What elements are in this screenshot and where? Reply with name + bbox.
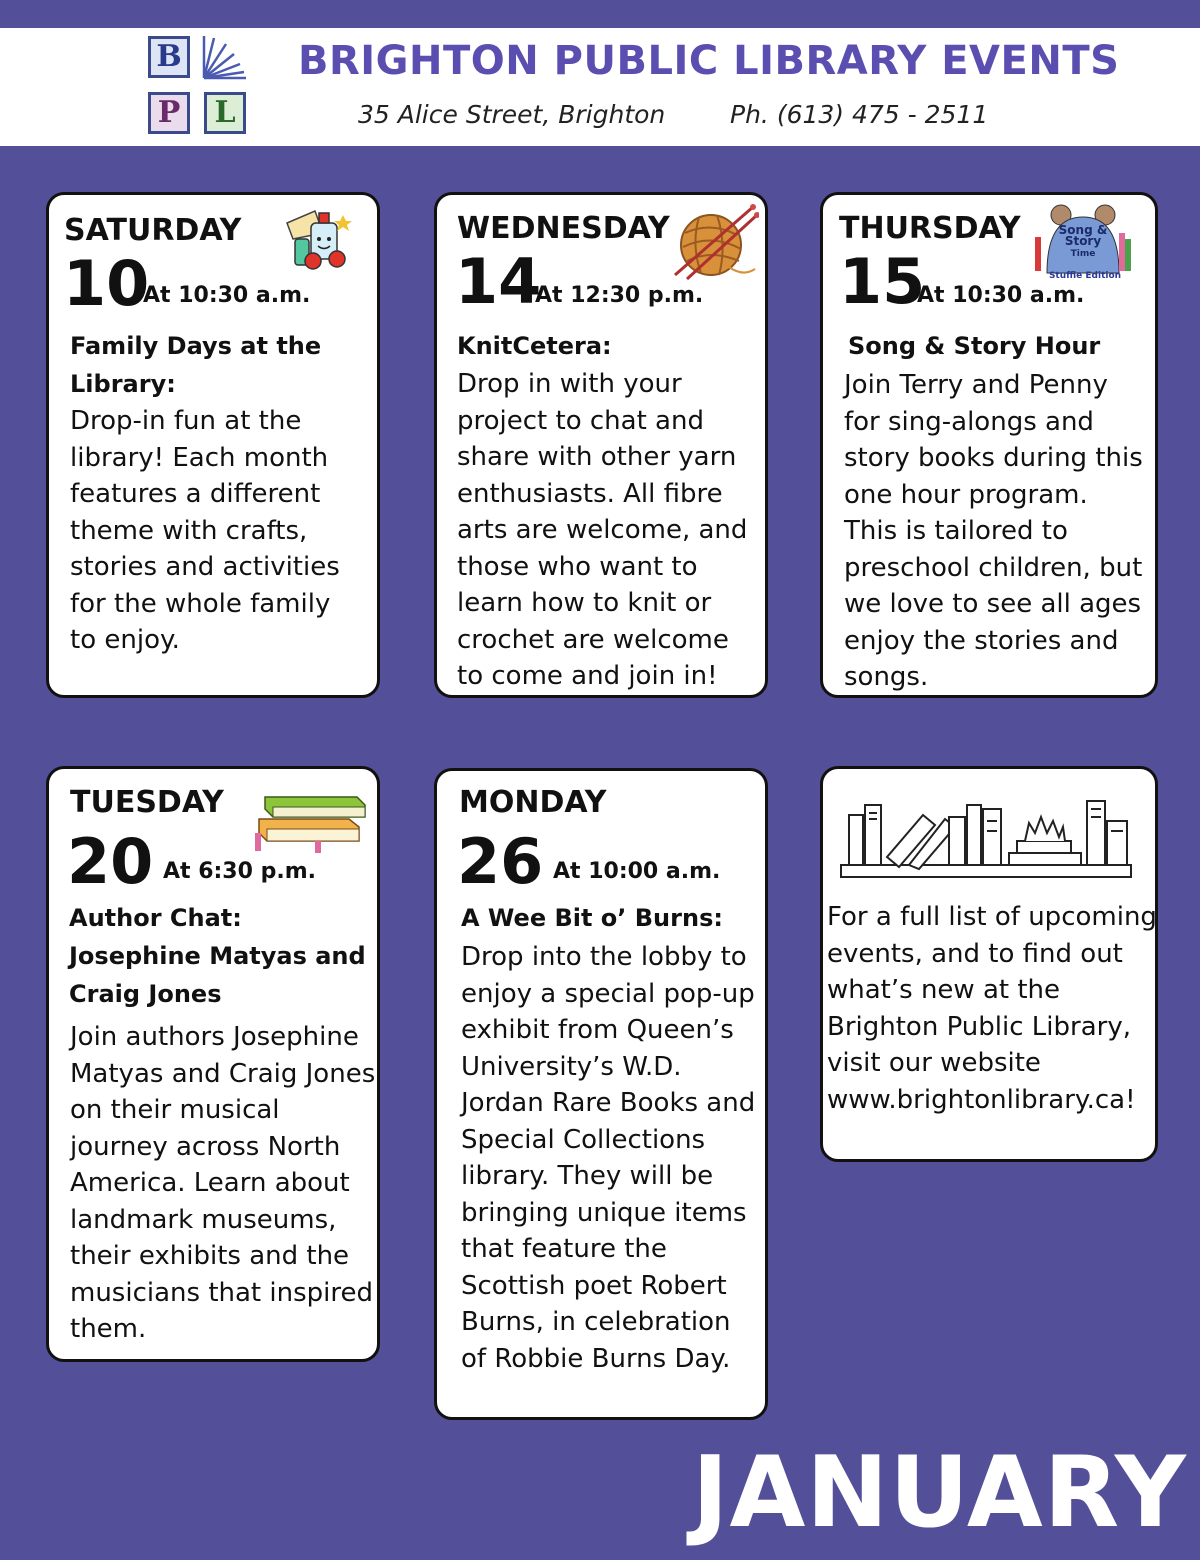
event-card-monday (434, 768, 768, 1420)
library-address: 35 Alice Street, Brighton (358, 100, 666, 129)
book-stack-icon (253, 793, 369, 855)
logo-letter-p: P (148, 92, 190, 134)
event-title: KnitCetera: (457, 332, 612, 360)
bookshelf-icon (839, 791, 1139, 881)
library-phone: Ph. (613) 475 - 2511 (730, 100, 989, 129)
song-story-title: Song & Story Time (1058, 223, 1108, 259)
event-day: THURSDAY (839, 211, 1021, 246)
logo-book-pages-icon (200, 34, 248, 82)
event-description: Drop into the lobby to enjoy a special pop-up exhibit from Queen’s University’s W.D. Jordan Rare Books and Special Collections library. They will be bringing unique items that feature the Scottish poet Robert Burns, in celebration of Robbie Burns Day. (461, 942, 756, 1374)
craft-supplies-icon (285, 209, 355, 271)
event-date: 14 (455, 245, 542, 318)
event-title: Family Days at the Library: (70, 332, 322, 398)
event-title: A Wee Bit o’ Burns: (461, 904, 723, 932)
header-bar (0, 28, 1200, 146)
info-card (820, 766, 1158, 1162)
event-description: Join authors Josephine Matyas and Craig Jones on their musical journey across North America. Learn about landmark museums, their exhibits and the musicians that inspired them. (70, 1022, 376, 1344)
library-logo (142, 34, 254, 144)
event-description: Drop in with your project to chat and share with other yarn enthusiasts. All fibre arts are welcome, and those who want to learn how to knit or crochet are welcome to come and join in! (457, 369, 748, 691)
info-text: For a full list of upcoming events, and to find out what’s new at the Brighton Public Library, visit our website www.brightonlibrary.ca! (827, 902, 1157, 1115)
song-story-time-icon (1033, 203, 1133, 285)
event-description: Drop-in fun at the library! Each month features a different theme with crafts, stories and activities for the whole family to enjoy. (70, 406, 340, 655)
event-time: At 10:30 a.m. (143, 283, 311, 308)
event-card-wednesday (434, 192, 768, 698)
month-label: JANUARY (692, 1436, 1187, 1550)
yarn-ball-icon (669, 203, 759, 281)
event-day: MONDAY (459, 785, 607, 820)
event-title: Song & Story Hour (848, 332, 1101, 360)
event-date: 26 (457, 825, 544, 898)
event-day: WEDNESDAY (457, 211, 670, 246)
stuffie-edition-label: Stuffie Edition (1048, 271, 1122, 281)
event-title: Author Chat: Josephine Matyas and Craig Jones (69, 904, 366, 1008)
event-description: Join Terry and Penny for sing-alongs and story books during this one hour program. This is tailored to preschool children, but we love to see all ages enjoy the stories and songs. (844, 370, 1143, 692)
event-day: SATURDAY (64, 213, 242, 248)
event-time: At 6:30 p.m. (163, 859, 316, 884)
event-time: At 12:30 p.m. (535, 283, 704, 308)
logo-letter-b: B (148, 36, 190, 78)
event-day: TUESDAY (70, 785, 224, 820)
event-time: At 10:30 a.m. (917, 283, 1085, 308)
event-date: 10 (63, 247, 150, 320)
event-date: 15 (839, 245, 926, 318)
event-card-thursday (820, 192, 1158, 698)
page-title: BRIGHTON PUBLIC LIBRARY EVENTS (298, 38, 1120, 84)
event-card-tuesday (46, 766, 380, 1362)
logo-letter-l: L (204, 92, 246, 134)
event-card-saturday (46, 192, 380, 698)
event-time: At 10:00 a.m. (553, 859, 721, 884)
event-date: 20 (67, 825, 154, 898)
